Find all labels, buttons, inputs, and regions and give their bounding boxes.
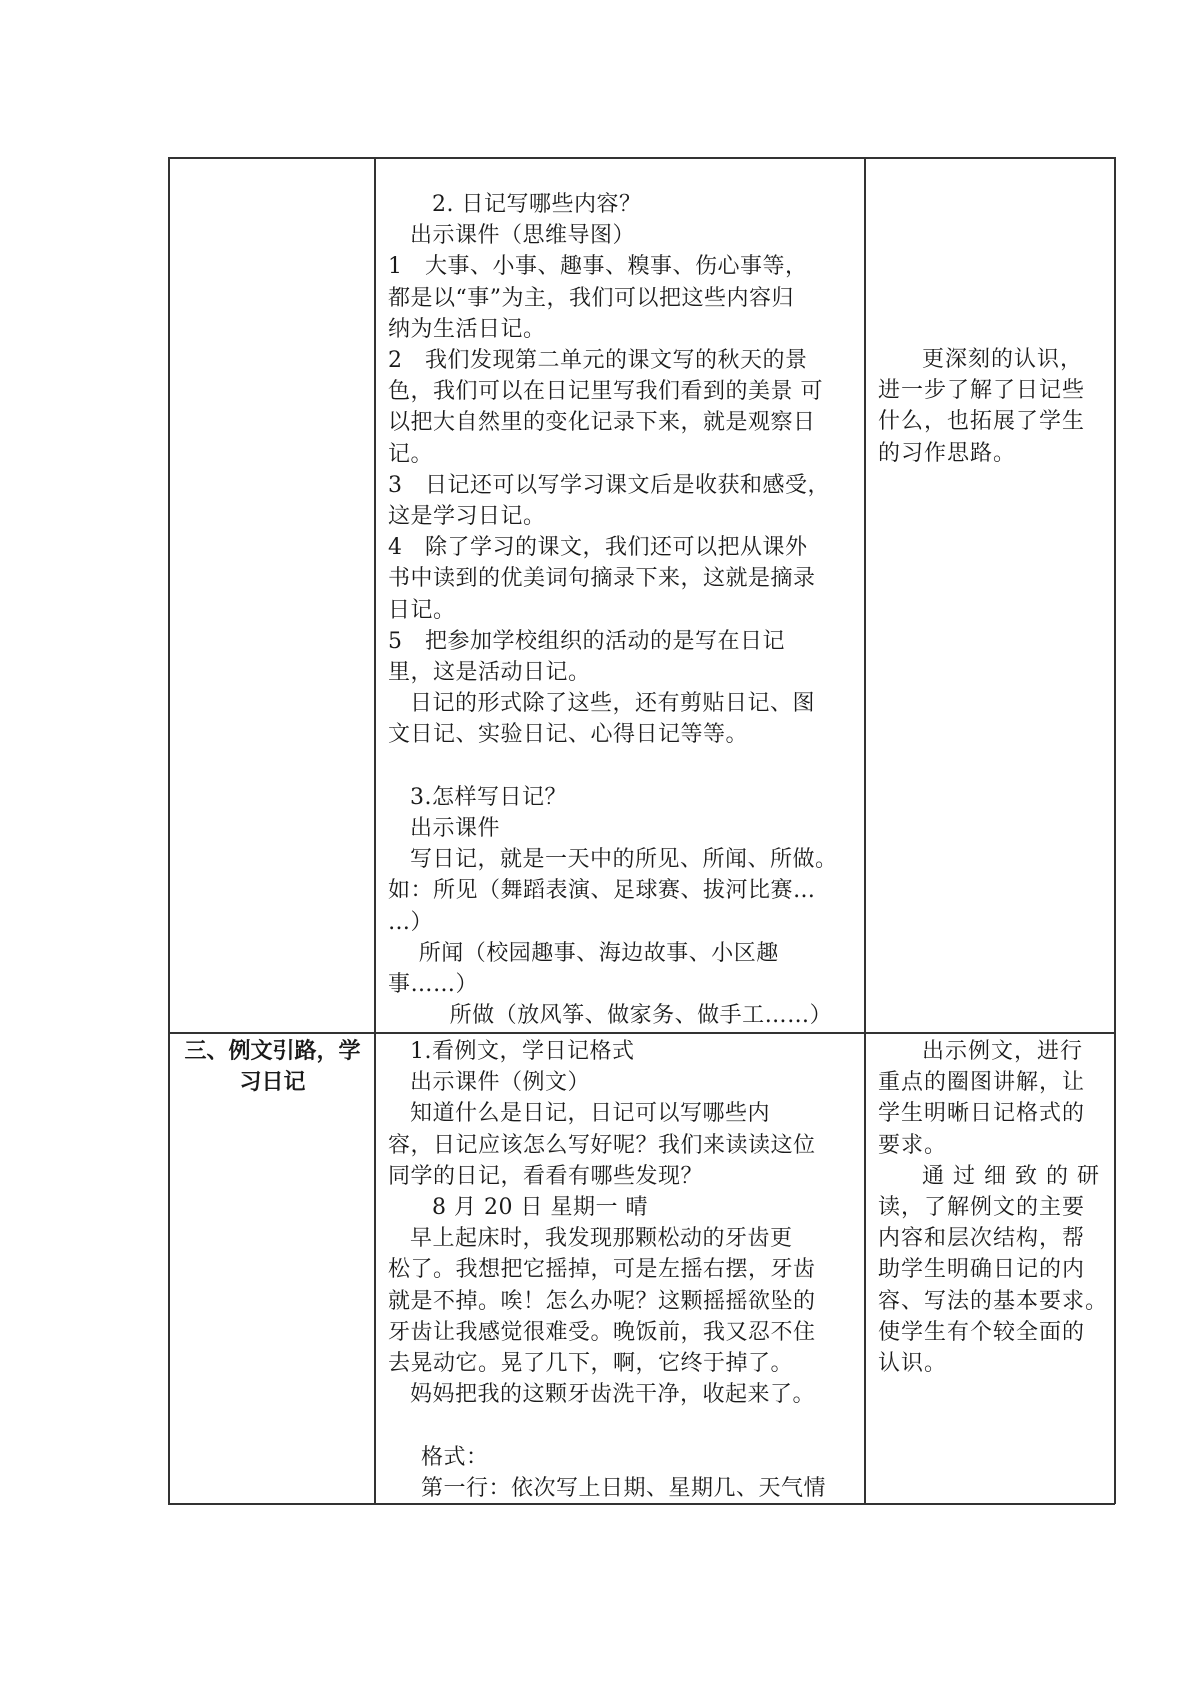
intent-text-line: 的习作思路。	[878, 440, 1017, 466]
intent-text-line: 使学生有个较全面的	[878, 1319, 1086, 1345]
intent-text-line: 认识。	[878, 1351, 948, 1376]
process-text-line: 文日记、实验日记、心得日记等等。	[388, 722, 749, 748]
process-text-line: 记。	[388, 441, 434, 467]
process-text-line: 出示课件	[410, 816, 501, 841]
intent-text-line: 通 过 细 致 的 研	[922, 1163, 1100, 1189]
intent-text-line: 容、写法的基本要求。	[878, 1288, 1109, 1314]
table-top-border	[168, 157, 1115, 159]
intent-text-line: 什么，也拓展了学生	[878, 409, 1086, 435]
process-text-line: 2 我们发现第二单元的课文写的秋天的景	[388, 348, 808, 373]
process-text-line: 5 把参加学校组织的活动的是写在日记	[388, 628, 785, 654]
process-text-line: …）	[388, 909, 434, 935]
row-divider	[168, 1032, 1115, 1034]
process-text-line: 日记。	[388, 597, 456, 623]
intent-text-line: 进一步了解了日记些	[878, 378, 1086, 404]
process-text-line: 3.怎样写日记？	[410, 784, 567, 810]
process-text-line: 妈妈把我的这颗牙齿洗干净，收起来了。	[410, 1382, 816, 1408]
intent-text-line: 重点的圈图讲解，让	[878, 1070, 1086, 1096]
process-text-line: 去晃动它。晃了几下，啊，它终于掉了。	[388, 1351, 794, 1376]
process-text-line: 这是学习日记。	[388, 504, 546, 529]
intent-text-line: 出示例文，进行	[922, 1039, 1084, 1064]
process-text-line: 日记的形式除了这些，还有剪贴日记、图	[410, 691, 816, 717]
process-text-line: 纳为生活日记。	[388, 316, 546, 342]
process-text-line: 就是不掉。唉！怎么办呢？这颗摇摇欲坠的	[388, 1288, 816, 1314]
process-text-line: 牙齿让我感觉很难受。晚饭前，我又忍不住	[388, 1319, 816, 1345]
process-text-line: 同学的日记，看看有哪些发现？	[388, 1163, 704, 1189]
process-text-line: 色，我们可以在日记里写我们看到的美景 可	[388, 379, 823, 405]
process-text-line: 写日记，就是一天中的所见、所闻、所做。	[410, 847, 838, 873]
process-text-line: 所闻（校园趣事、海边故事、小区趣	[418, 940, 779, 966]
process-text-line: 都是以“事”为主，我们可以把这些内容归	[388, 285, 794, 311]
stage-heading-line: 习日记	[239, 1070, 306, 1096]
table-left-border	[168, 157, 170, 1504]
process-text-line: 所做（放风筝、做家务、做手工……）	[449, 1003, 833, 1029]
intent-text-line: 要求。	[878, 1132, 948, 1158]
stage-heading-line: 三、例文引路，学	[184, 1039, 361, 1064]
process-text-line: 书中读到的优美词句摘录下来，这就是摘录	[388, 566, 816, 592]
process-text-line: 里，这是活动日记。	[388, 660, 591, 685]
process-text-line: 1 大事、小事、趣事、糗事、伤心事等，	[388, 254, 808, 280]
intent-text-line: 内容和层次结构，帮	[878, 1226, 1086, 1252]
column-divider-1	[374, 157, 376, 1504]
process-text-line: 容，日记应该怎么写好呢？我们来读读这位	[388, 1132, 816, 1158]
process-text-line: 格式：	[421, 1444, 489, 1470]
intent-text-line: 学生明晰日记格式的	[878, 1101, 1086, 1127]
process-text-line: 松了。我想把它摇掉，可是左摇右摆，牙齿	[388, 1257, 816, 1283]
process-text-line: 第一行：依次写上日期、星期几、天气情	[421, 1475, 827, 1501]
process-text-line: 8 月 20 日 星期一 晴	[432, 1195, 648, 1220]
intent-text-line: 读，了解例文的主要	[878, 1195, 1086, 1220]
column-divider-2	[864, 157, 866, 1504]
process-text-line: 2. 日记写哪些内容？	[432, 192, 642, 217]
intent-text-line: 助学生明确日记的内	[878, 1257, 1086, 1283]
process-text-line: 出示课件（例文）	[410, 1070, 591, 1096]
process-text-line: 以把大自然里的变化记录下来，就是观察日	[388, 410, 816, 436]
process-text-line: 4 除了学习的课文，我们还可以把从课外	[388, 535, 808, 561]
process-text-line: 早上起床时，我发现那颗松动的牙齿更	[410, 1226, 793, 1252]
table-right-border	[1114, 157, 1116, 1504]
process-text-line: 知道什么是日记，日记可以写哪些内	[410, 1101, 771, 1127]
process-text-line: 出示课件（思维导图）	[410, 223, 636, 249]
intent-text-line: 更深刻的认识，	[922, 347, 1084, 372]
process-text-line: 如：所见（舞蹈表演、足球赛、拔河比赛…	[388, 878, 816, 904]
process-text-line: 3 日记还可以写学习课文后是收获和感受，	[388, 472, 830, 498]
process-text-line: 事……）	[388, 972, 479, 997]
process-text-line: 1.看例文，学日记格式	[410, 1039, 635, 1064]
